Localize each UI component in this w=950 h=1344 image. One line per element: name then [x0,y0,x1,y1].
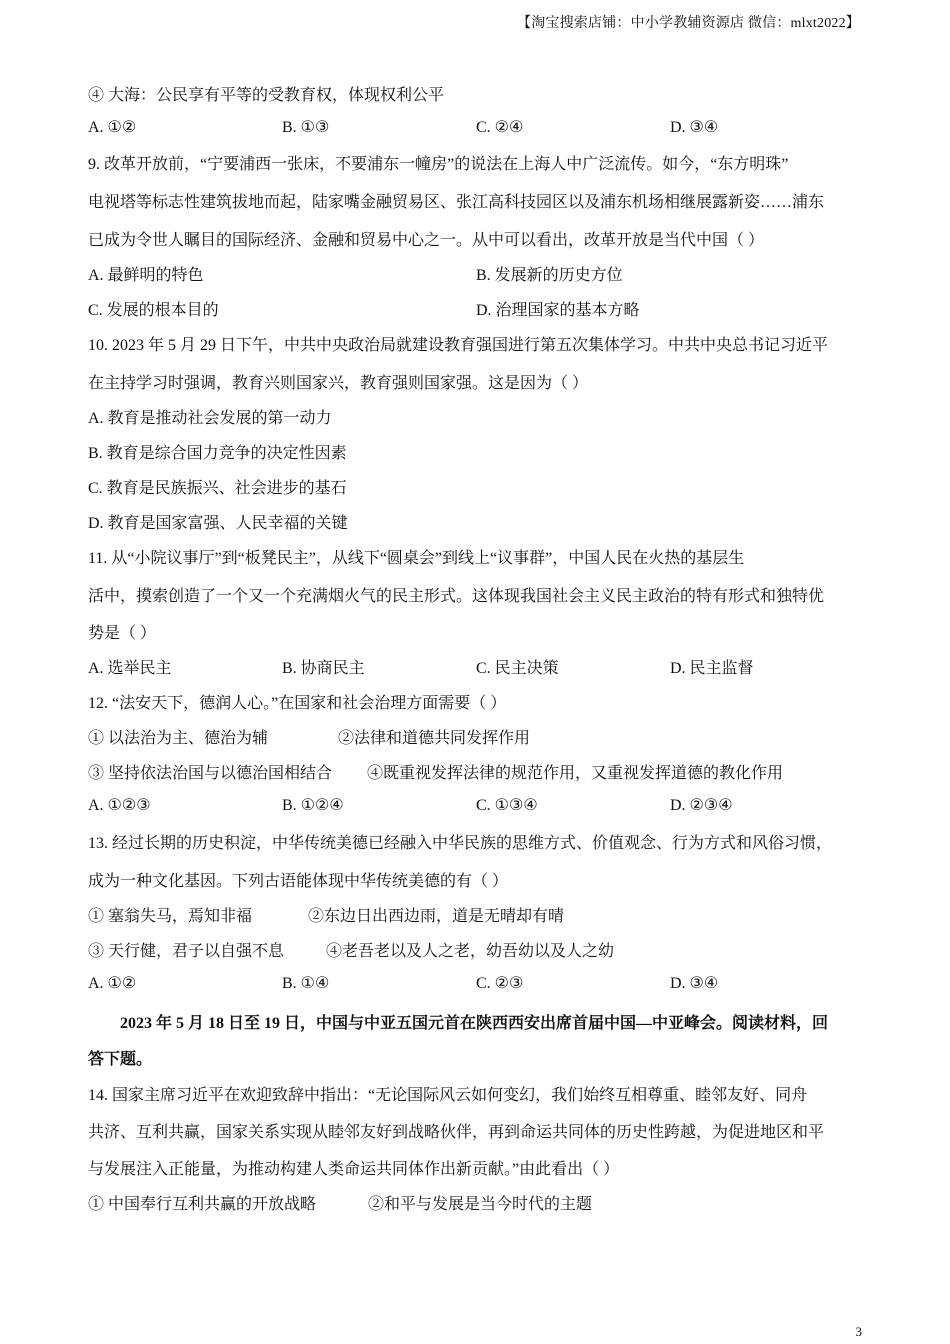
q13-item-3: ③ 天行健，君子以自强不息 [88,943,285,960]
q13-option-a[interactable]: A. ①② [88,975,137,992]
q9-option-d[interactable]: D. 治理国家的基本方略 [476,302,640,319]
q14-item-1: ① 中国奉行互利共赢的开放战略 [88,1196,317,1213]
q10-option-b[interactable]: B. 教育是综合国力竞争的决定性因素 [88,445,347,462]
material-line-2: 答下题。 [88,1051,153,1068]
q8-option-b[interactable]: B. ①③ [282,119,330,136]
q14-stem-line-1: 14. 国家主席习近平在欢迎致辞中指出：“无论国际风云如何变幻，我们始终互相尊重、睦邻友好、同舟 [88,1087,808,1104]
page-header: 【淘宝搜索店铺：中小学教辅资源店 微信：mlxt2022】 [517,16,860,31]
q11-option-d[interactable]: D. 民主监督 [670,660,754,677]
q14-item-2: ②和平与发展是当今时代的主题 [368,1196,593,1213]
q11-option-a[interactable]: A. 选举民主 [88,660,172,677]
q10-option-d[interactable]: D. 教育是国家富强、人民幸福的关键 [88,515,348,532]
q13-option-b[interactable]: B. ①④ [282,975,330,992]
q11-stem-line-2: 活中，摸索创造了一个又一个充满烟火气的民主形式。这体现我国社会主义民主政治的特有形式和独特优 [88,588,825,605]
q13-item-1: ① 塞翁失马，焉知非福 [88,908,253,925]
q12-item-2: ②法律和道德共同发挥作用 [338,730,531,747]
q9-stem-line-3: 已成为令世人瞩目的国际经济、金融和贸易中心之一。从中可以看出，改革开放是当代中国（ ） [88,232,765,249]
q11-option-c[interactable]: C. 民主决策 [476,660,559,677]
q13-stem-line-1: 13. 经过长期的历史积淀，中华传统美德已经融入中华民族的思维方式、价值观念、行为方式和风俗习惯， [88,835,833,852]
q8-item-4: ④ 大海：公民享有平等的受教育权，体现权利公平 [88,87,445,104]
q12-option-a[interactable]: A. ①②③ [88,797,151,814]
q13-option-d[interactable]: D. ③④ [670,975,719,992]
q11-option-b[interactable]: B. 协商民主 [282,660,365,677]
q9-stem-line-2: 电视塔等标志性建筑拔地而起，陆家嘴金融贸易区、张江高科技园区以及浦东机场相继展露新姿……浦东 [88,194,825,211]
q12-item-4: ④既重视发挥法律的规范作用，又重视发挥道德的教化作用 [367,765,784,782]
material-line-1: 2023 年 5 月 18 日至 19 日，中国与中亚五国元首在陕西西安出席首届中国—中亚峰会。阅读材料，回 [120,1015,829,1032]
q9-stem-line-1: 9. 改革开放前，“宁要浦西一张床，不要浦东一幢房”的说法在上海人中广泛流传。如今，“东方明珠” [88,156,789,173]
q13-item-4: ④老吾老以及人之老，幼吾幼以及人之幼 [326,943,615,960]
q13-item-2: ②东边日出西边雨，道是无晴却有晴 [308,908,565,925]
q10-stem-line-1: 10. 2023 年 5 月 29 日下午，中共中央政治局就建设教育强国进行第五次集体学习。中共中央总书记习近平 [88,337,829,354]
q14-stem-line-2: 共济、互利共赢，国家关系实现从睦邻友好到战略伙伴，再到命运共同体的历史性跨越，为促进地区和平 [88,1124,825,1141]
q11-stem-line-1: 11. 从“小院议事厅”到“板凳民主”，从线下“圆桌会”到线上“议事群”，中国人民在火热的基层生 [88,550,745,567]
q12-item-1: ① 以法治为主、德治为辅 [88,730,269,747]
q10-stem-line-2: 在主持学习时强调，教育兴则国家兴，教育强则国家强。这是因为（ ） [88,375,589,392]
q9-option-a[interactable]: A. 最鲜明的特色 [88,267,204,284]
page-number: 3 [855,1324,862,1339]
q12-option-c[interactable]: C. ①③④ [476,797,538,814]
q12-stem: 12. “法安天下，德润人心。”在国家和社会治理方面需要（ ） [88,695,507,712]
q14-stem-line-3: 与发展注入正能量，为推动构建人类命运共同体作出新贡献。”由此看出（ ） [88,1161,620,1178]
q13-stem-line-2: 成为一种文化基因。下列古语能体现中华传统美德的有（ ） [88,873,509,890]
q8-option-d[interactable]: D. ③④ [670,119,719,136]
q12-option-d[interactable]: D. ②③④ [670,797,733,814]
q10-option-c[interactable]: C. 教育是民族振兴、社会进步的基石 [88,480,347,497]
q8-option-a[interactable]: A. ①② [88,119,137,136]
q9-option-c[interactable]: C. 发展的根本目的 [88,302,219,319]
q12-item-3: ③ 坚持依法治国与以德治国相结合 [88,765,333,782]
q11-stem-line-3: 势是（ ） [88,625,157,642]
q10-option-a[interactable]: A. 教育是推动社会发展的第一动力 [88,410,332,427]
q8-option-c[interactable]: C. ②④ [476,119,524,136]
q9-option-b[interactable]: B. 发展新的历史方位 [476,267,623,284]
q13-option-c[interactable]: C. ②③ [476,975,524,992]
q12-option-b[interactable]: B. ①②④ [282,797,344,814]
